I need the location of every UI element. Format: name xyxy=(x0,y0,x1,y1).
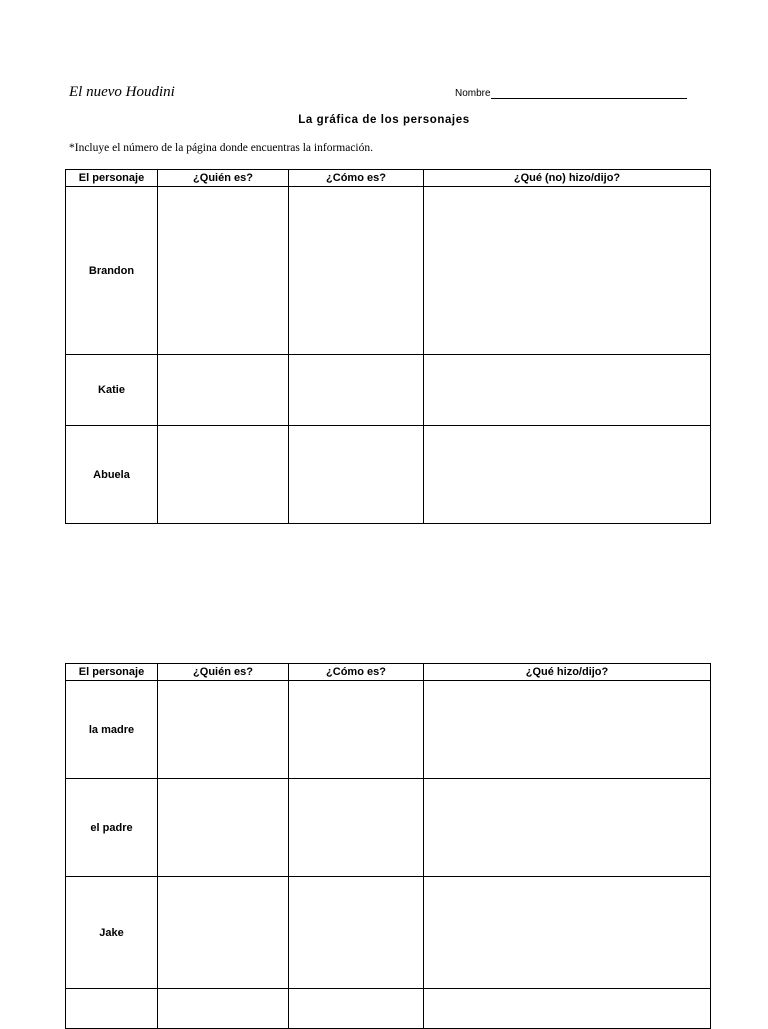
table-row xyxy=(66,989,711,1029)
col-header-who: ¿Quién es? xyxy=(158,664,289,681)
answer-cell[interactable] xyxy=(424,187,711,355)
character-name: el padre xyxy=(66,779,158,877)
answer-cell[interactable] xyxy=(158,989,289,1029)
character-name: Abuela xyxy=(66,426,158,524)
answer-cell[interactable] xyxy=(289,426,424,524)
character-chart-2 xyxy=(65,663,711,1029)
answer-cell[interactable] xyxy=(158,779,289,877)
name-blank-line[interactable] xyxy=(491,88,687,99)
answer-cell[interactable] xyxy=(289,779,424,877)
answer-cell[interactable] xyxy=(158,187,289,355)
instruction-text: *Incluye el número de la página donde encuentras la información. xyxy=(69,142,373,154)
table-header-row xyxy=(66,170,711,187)
answer-cell[interactable] xyxy=(158,877,289,989)
answer-cell[interactable] xyxy=(289,681,424,779)
sheet-title: La gráfica de los personajes xyxy=(298,114,470,126)
answer-cell[interactable] xyxy=(424,426,711,524)
answer-cell[interactable] xyxy=(424,681,711,779)
col-header-did-said: ¿Qué hizo/dijo? xyxy=(424,664,711,681)
name-label: Nombre xyxy=(455,88,491,99)
table-row xyxy=(66,355,711,426)
answer-cell[interactable] xyxy=(158,681,289,779)
answer-cell[interactable] xyxy=(424,355,711,426)
table-row xyxy=(66,877,711,989)
table-row xyxy=(66,779,711,877)
col-header-who: ¿Quién es? xyxy=(158,170,289,187)
answer-cell[interactable] xyxy=(424,779,711,877)
col-header-did-said: ¿Qué (no) hizo/dijo? xyxy=(424,170,711,187)
character-name: Katie xyxy=(66,355,158,426)
col-header-what-like: ¿Cómo es? xyxy=(289,664,424,681)
table-row xyxy=(66,681,711,779)
character-name: Jake xyxy=(66,877,158,989)
answer-cell[interactable] xyxy=(289,187,424,355)
col-header-character: El personaje xyxy=(66,170,158,187)
answer-cell[interactable] xyxy=(424,989,711,1029)
table-header-row xyxy=(66,664,711,681)
name-field[interactable] xyxy=(455,88,687,99)
answer-cell[interactable] xyxy=(158,355,289,426)
character-chart-1 xyxy=(65,169,711,524)
col-header-character: El personaje xyxy=(66,664,158,681)
answer-cell[interactable] xyxy=(158,426,289,524)
character-name: Brandon xyxy=(66,187,158,355)
table-row xyxy=(66,426,711,524)
answer-cell[interactable] xyxy=(289,355,424,426)
character-name xyxy=(66,989,158,1029)
col-header-what-like: ¿Cómo es? xyxy=(289,170,424,187)
character-name: la madre xyxy=(66,681,158,779)
book-title: El nuevo Houdini xyxy=(69,84,175,100)
answer-cell[interactable] xyxy=(289,877,424,989)
answer-cell[interactable] xyxy=(289,989,424,1029)
answer-cell[interactable] xyxy=(424,877,711,989)
table-row xyxy=(66,187,711,355)
